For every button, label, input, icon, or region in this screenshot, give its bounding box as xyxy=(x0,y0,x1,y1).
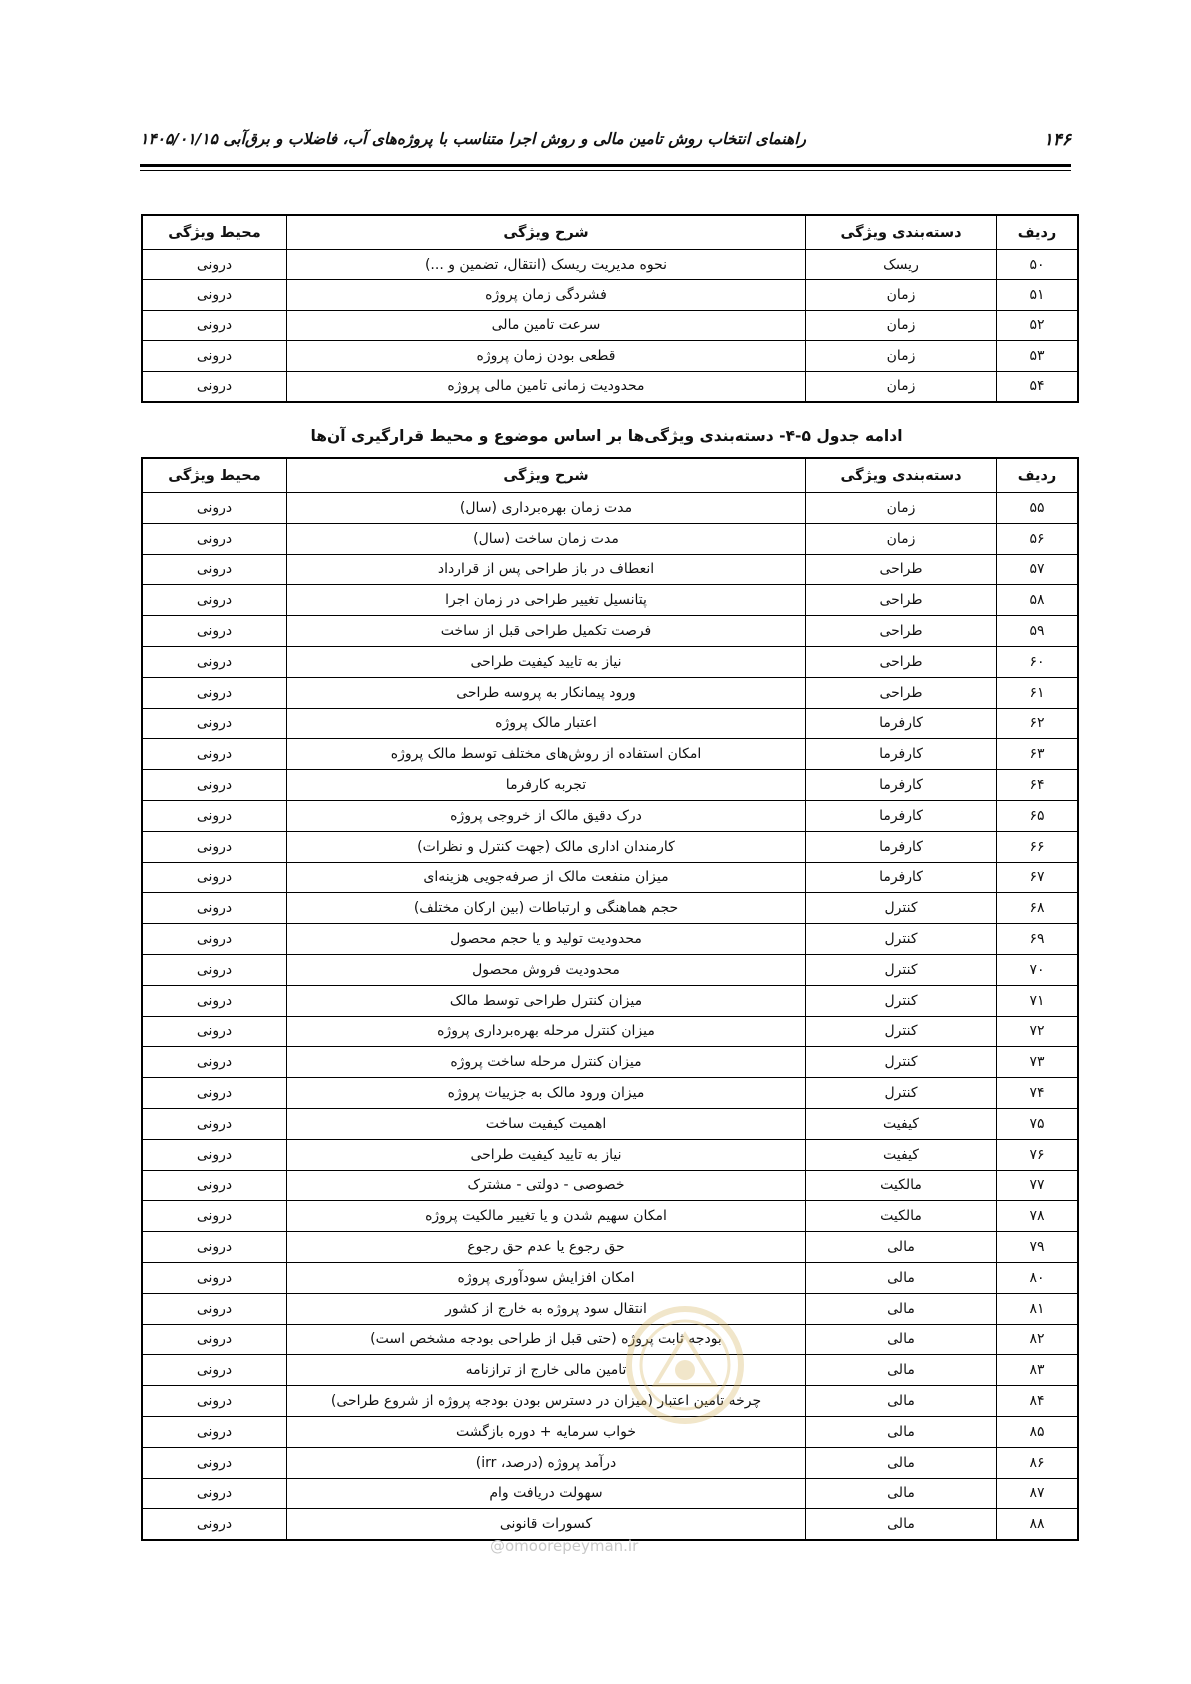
cell-description: امکان استفاده از روش‌های مختلف توسط مالک پروژه xyxy=(287,739,806,770)
cell-description: میزان کنترل مرحله ساخت پروژه xyxy=(287,1047,806,1078)
cell-environment: درونی xyxy=(142,1293,287,1324)
cell-environment: درونی xyxy=(142,739,287,770)
cell-row-number: ۷۶ xyxy=(997,1139,1079,1170)
table-row xyxy=(142,985,1078,1016)
cell-category: مالی xyxy=(806,1416,997,1447)
cell-environment: درونی xyxy=(142,677,287,708)
cell-category: کیفیت xyxy=(806,1108,997,1139)
cell-environment: درونی xyxy=(142,924,287,955)
table-caption: ادامه جدول ۵-۴- دسته‌بندی ویژگی‌ها بر اساس موضوع و محیط قرارگیری آن‌ها xyxy=(310,427,903,445)
cell-environment: درونی xyxy=(142,523,287,554)
cell-description: محدودیت فروش محصول xyxy=(287,954,806,985)
cell-environment: درونی xyxy=(142,585,287,616)
cell-row-number: ۵۷ xyxy=(997,554,1079,585)
cell-environment: درونی xyxy=(142,708,287,739)
cell-environment: درونی xyxy=(142,250,287,280)
table-row xyxy=(142,1324,1078,1355)
cell-description: پتانسیل تغییر طراحی در زمان اجرا xyxy=(287,585,806,616)
cell-description: ورود پیمانکار به پروسه طراحی xyxy=(287,677,806,708)
table-row xyxy=(142,1047,1078,1078)
cell-row-number: ۵۵ xyxy=(997,493,1079,524)
cell-category: کارفرما xyxy=(806,800,997,831)
cell-environment: درونی xyxy=(142,1324,287,1355)
table-row xyxy=(142,893,1078,924)
table-body xyxy=(142,250,1078,402)
table-row xyxy=(142,646,1078,677)
cell-category: کنترل xyxy=(806,985,997,1016)
cell-environment: درونی xyxy=(142,1170,287,1201)
cell-environment: درونی xyxy=(142,1386,287,1417)
table-row xyxy=(142,1232,1078,1263)
cell-description: حق رجوع یا عدم حق رجوع xyxy=(287,1232,806,1263)
cell-category: مالی xyxy=(806,1386,997,1417)
cell-environment: درونی xyxy=(142,954,287,985)
cell-row-number: ۶۴ xyxy=(997,770,1079,801)
cell-category: کنترل xyxy=(806,1078,997,1109)
table-row xyxy=(142,523,1078,554)
cell-row-number: ۶۶ xyxy=(997,831,1079,862)
cell-environment: درونی xyxy=(142,1416,287,1447)
table-row xyxy=(142,1201,1078,1232)
cell-row-number: ۷۸ xyxy=(997,1201,1079,1232)
cell-description: مدت زمان ساخت (سال) xyxy=(287,523,806,554)
cell-environment: درونی xyxy=(142,1447,287,1478)
cell-environment: درونی xyxy=(142,554,287,585)
cell-environment: درونی xyxy=(142,770,287,801)
table-header-row xyxy=(142,215,1078,250)
cell-description: امکان افزایش سودآوری پروژه xyxy=(287,1262,806,1293)
cell-category: زمان xyxy=(806,523,997,554)
cell-row-number: ۵۸ xyxy=(997,585,1079,616)
cell-description: خصوصی - دولتی - مشترک xyxy=(287,1170,806,1201)
cell-description: تامین مالی خارج از ترازنامه xyxy=(287,1355,806,1386)
column-header-row: ردیف xyxy=(997,215,1079,250)
cell-category: زمان xyxy=(806,493,997,524)
cell-category: مالی xyxy=(806,1509,997,1540)
cell-description: درک دقیق مالک از خروجی پروژه xyxy=(287,800,806,831)
table-row xyxy=(142,1447,1078,1478)
cell-environment: درونی xyxy=(142,1201,287,1232)
cell-category: طراحی xyxy=(806,585,997,616)
cell-row-number: ۵۹ xyxy=(997,616,1079,647)
cell-category: زمان xyxy=(806,371,997,402)
table-row xyxy=(142,1293,1078,1324)
column-header-row: ردیف xyxy=(997,458,1079,493)
cell-description: میزان کنترل مرحله بهره‌برداری پروژه xyxy=(287,1016,806,1047)
cell-description: میزان کنترل طراحی توسط مالک xyxy=(287,985,806,1016)
cell-environment: درونی xyxy=(142,1139,287,1170)
cell-category: کارفرما xyxy=(806,831,997,862)
table-row xyxy=(142,924,1078,955)
cell-category: کارفرما xyxy=(806,708,997,739)
cell-category: کارفرما xyxy=(806,739,997,770)
cell-description: کسورات قانونی xyxy=(287,1509,806,1540)
cell-environment: درونی xyxy=(142,1078,287,1109)
cell-environment: درونی xyxy=(142,1262,287,1293)
cell-category: کارفرما xyxy=(806,862,997,893)
cell-row-number: ۶۵ xyxy=(997,800,1079,831)
cell-row-number: ۵۰ xyxy=(997,250,1079,280)
cell-row-number: ۸۴ xyxy=(997,1386,1079,1417)
cell-category: کنترل xyxy=(806,924,997,955)
cell-row-number: ۸۸ xyxy=(997,1509,1079,1540)
cell-row-number: ۵۶ xyxy=(997,523,1079,554)
table-row xyxy=(142,585,1078,616)
cell-row-number: ۷۷ xyxy=(997,1170,1079,1201)
cell-row-number: ۷۹ xyxy=(997,1232,1079,1263)
cell-description: مدت زمان بهره‌برداری (سال) xyxy=(287,493,806,524)
cell-category: زمان xyxy=(806,341,997,371)
features-table-part-2 xyxy=(141,457,1079,1541)
table-row xyxy=(142,1262,1078,1293)
table-row xyxy=(142,341,1078,371)
features-table-part-1 xyxy=(141,214,1079,403)
table-row xyxy=(142,371,1078,402)
cell-category: کنترل xyxy=(806,1047,997,1078)
running-title: راهنمای انتخاب روش تامین مالی و روش اجرا متناسب با پروژه‌های آب، فاضلاب و برق‌آبی ۱۴۰۵/۰۱/۱۵ xyxy=(140,130,807,148)
cell-category: مالی xyxy=(806,1293,997,1324)
cell-row-number: ۸۵ xyxy=(997,1416,1079,1447)
cell-category: زمان xyxy=(806,310,997,340)
cell-description: قطعی بودن زمان پروژه xyxy=(287,341,806,371)
cell-environment: درونی xyxy=(142,310,287,340)
cell-environment: درونی xyxy=(142,616,287,647)
table-row xyxy=(142,616,1078,647)
cell-description: بودجه ثابت پروژه (حتی قبل از طراحی بودجه مشخص است) xyxy=(287,1324,806,1355)
cell-category: کنترل xyxy=(806,954,997,985)
cell-row-number: ۷۲ xyxy=(997,1016,1079,1047)
cell-category: طراحی xyxy=(806,616,997,647)
cell-row-number: ۸۱ xyxy=(997,1293,1079,1324)
cell-row-number: ۵۳ xyxy=(997,341,1079,371)
column-header-environment: محیط ویژگی xyxy=(142,215,287,250)
cell-row-number: ۸۷ xyxy=(997,1478,1079,1509)
cell-category: مالی xyxy=(806,1447,997,1478)
cell-row-number: ۸۲ xyxy=(997,1324,1079,1355)
table-row xyxy=(142,800,1078,831)
cell-row-number: ۷۴ xyxy=(997,1078,1079,1109)
cell-category: زمان xyxy=(806,280,997,310)
cell-row-number: ۷۰ xyxy=(997,954,1079,985)
cell-description: کارمندان اداری مالک (جهت کنترل و نظرات) xyxy=(287,831,806,862)
cell-environment: درونی xyxy=(142,1108,287,1139)
table-row xyxy=(142,280,1078,310)
cell-environment: درونی xyxy=(142,1509,287,1540)
cell-category: کیفیت xyxy=(806,1139,997,1170)
cell-environment: درونی xyxy=(142,893,287,924)
table-row xyxy=(142,831,1078,862)
cell-description: نیاز به تایید کیفیت طراحی xyxy=(287,646,806,677)
column-header-category: دسته‌بندی ویژگی xyxy=(806,458,997,493)
column-header-category: دسته‌بندی ویژگی xyxy=(806,215,997,250)
cell-environment: درونی xyxy=(142,371,287,402)
cell-description: چرخه تامین اعتبار (میزان در دسترس بودن بودجه پروژه از شروع طراحی) xyxy=(287,1386,806,1417)
header-rule-thin xyxy=(140,170,1071,171)
cell-description: انتقال سود پروژه به خارج از کشور xyxy=(287,1293,806,1324)
cell-row-number: ۶۸ xyxy=(997,893,1079,924)
cell-environment: درونی xyxy=(142,280,287,310)
cell-environment: درونی xyxy=(142,1232,287,1263)
cell-description: میزان ورود مالک به جزییات پروژه xyxy=(287,1078,806,1109)
cell-description: حجم هماهنگی و ارتباطات (بین ارکان مختلف) xyxy=(287,893,806,924)
cell-category: ریسک xyxy=(806,250,997,280)
cell-category: طراحی xyxy=(806,646,997,677)
cell-description: محدودیت زمانی تامین مالی پروژه xyxy=(287,371,806,402)
cell-description: میزان منفعت مالک از صرفه‌جویی هزینه‌ای xyxy=(287,862,806,893)
cell-environment: درونی xyxy=(142,800,287,831)
table-row xyxy=(142,739,1078,770)
table-row xyxy=(142,1386,1078,1417)
cell-row-number: ۶۰ xyxy=(997,646,1079,677)
cell-description: فشردگی زمان پروژه xyxy=(287,280,806,310)
cell-environment: درونی xyxy=(142,1478,287,1509)
table-row xyxy=(142,954,1078,985)
cell-category: کنترل xyxy=(806,893,997,924)
cell-description: خواب سرمایه + دوره بازگشت xyxy=(287,1416,806,1447)
cell-row-number: ۶۲ xyxy=(997,708,1079,739)
cell-row-number: ۷۱ xyxy=(997,985,1079,1016)
cell-description: سرعت تامین مالی xyxy=(287,310,806,340)
cell-row-number: ۵۲ xyxy=(997,310,1079,340)
cell-environment: درونی xyxy=(142,341,287,371)
cell-category: طراحی xyxy=(806,554,997,585)
cell-category: مالی xyxy=(806,1324,997,1355)
cell-description: نیاز به تایید کیفیت طراحی xyxy=(287,1139,806,1170)
cell-row-number: ۵۴ xyxy=(997,371,1079,402)
table-row xyxy=(142,1416,1078,1447)
watermark-text: @omoorepeyman.ir xyxy=(490,1537,639,1555)
table-row xyxy=(142,1509,1078,1540)
table-row xyxy=(142,1016,1078,1047)
cell-category: مالی xyxy=(806,1355,997,1386)
cell-description: نحوه مدیریت ریسک (انتقال، تضمین و ...) xyxy=(287,250,806,280)
table-body xyxy=(142,493,1078,1541)
table-row xyxy=(142,677,1078,708)
page-header xyxy=(140,126,1071,168)
cell-category: مالی xyxy=(806,1478,997,1509)
cell-description: امکان سهیم شدن و یا تغییر مالکیت پروژه xyxy=(287,1201,806,1232)
table-row xyxy=(142,1478,1078,1509)
cell-environment: درونی xyxy=(142,646,287,677)
table-row xyxy=(142,770,1078,801)
table-row xyxy=(142,1139,1078,1170)
table-row xyxy=(142,1078,1078,1109)
cell-environment: درونی xyxy=(142,1355,287,1386)
cell-environment: درونی xyxy=(142,493,287,524)
table-row xyxy=(142,493,1078,524)
cell-row-number: ۶۱ xyxy=(997,677,1079,708)
cell-description: فرصت تکمیل طراحی قبل از ساخت xyxy=(287,616,806,647)
page-number: ۱۴۶ xyxy=(1043,130,1071,150)
cell-category: کنترل xyxy=(806,1016,997,1047)
table-row xyxy=(142,1108,1078,1139)
cell-description: اعتبار مالک پروژه xyxy=(287,708,806,739)
table-row xyxy=(142,708,1078,739)
cell-row-number: ۸۳ xyxy=(997,1355,1079,1386)
column-header-description: شرح ویژگی xyxy=(287,215,806,250)
cell-environment: درونی xyxy=(142,862,287,893)
cell-row-number: ۶۷ xyxy=(997,862,1079,893)
table-header-row xyxy=(142,458,1078,493)
cell-row-number: ۷۳ xyxy=(997,1047,1079,1078)
cell-row-number: ۵۱ xyxy=(997,280,1079,310)
cell-environment: درونی xyxy=(142,1047,287,1078)
cell-environment: درونی xyxy=(142,985,287,1016)
header-rule-thick xyxy=(140,164,1071,167)
cell-row-number: ۷۵ xyxy=(997,1108,1079,1139)
cell-row-number: ۶۳ xyxy=(997,739,1079,770)
column-header-description: شرح ویژگی xyxy=(287,458,806,493)
cell-description: درآمد پروژه (درصد، irr) xyxy=(287,1447,806,1478)
watermark-logo xyxy=(625,1290,745,1440)
cell-environment: درونی xyxy=(142,1016,287,1047)
table-row xyxy=(142,862,1078,893)
cell-description: سهولت دریافت وام xyxy=(287,1478,806,1509)
cell-category: مالکیت xyxy=(806,1201,997,1232)
table-row xyxy=(142,1170,1078,1201)
table-row xyxy=(142,1355,1078,1386)
cell-row-number: ۸۰ xyxy=(997,1262,1079,1293)
table-row xyxy=(142,250,1078,280)
cell-category: مالکیت xyxy=(806,1170,997,1201)
cell-category: مالی xyxy=(806,1262,997,1293)
cell-description: انعطاف در باز طراحی پس از قرارداد xyxy=(287,554,806,585)
cell-row-number: ۶۹ xyxy=(997,924,1079,955)
cell-category: طراحی xyxy=(806,677,997,708)
cell-description: اهمیت کیفیت ساخت xyxy=(287,1108,806,1139)
table-row xyxy=(142,310,1078,340)
cell-description: تجربه کارفرما xyxy=(287,770,806,801)
cell-category: مالی xyxy=(806,1232,997,1263)
cell-row-number: ۸۶ xyxy=(997,1447,1079,1478)
table-row xyxy=(142,554,1078,585)
cell-category: کارفرما xyxy=(806,770,997,801)
cell-description: محدودیت تولید و یا حجم محصول xyxy=(287,924,806,955)
column-header-environment: محیط ویژگی xyxy=(142,458,287,493)
cell-environment: درونی xyxy=(142,831,287,862)
